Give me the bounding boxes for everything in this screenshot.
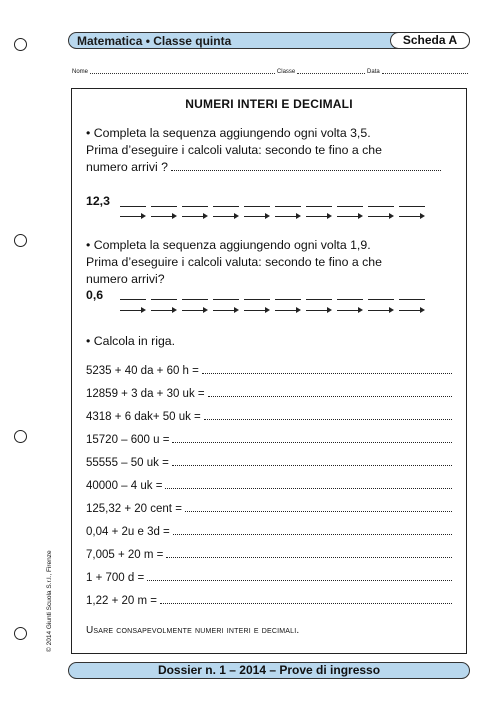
calc-row — [86, 503, 452, 515]
exercise2-start-value: 0,6 — [86, 288, 104, 302]
arrow-icon — [213, 213, 239, 219]
blank[interactable] — [182, 298, 208, 300]
arrow-icon — [120, 307, 146, 313]
calc-row — [86, 434, 452, 446]
calc-expression: 125,32 + 20 cent = — [86, 503, 182, 515]
calc-expression: 1,22 + 20 m = — [86, 595, 157, 607]
sheet-tab: Scheda A — [390, 32, 470, 49]
calc-expression: 40000 – 4 uk = — [86, 480, 163, 492]
arrow-icon — [244, 307, 270, 313]
arrow-icon — [244, 213, 270, 219]
blank[interactable] — [151, 205, 177, 207]
blank[interactable] — [244, 205, 270, 207]
arrow-icon — [368, 307, 394, 313]
arrow-icon — [368, 213, 394, 219]
calc-expression: 1 + 700 d = — [86, 572, 145, 584]
arrow-icon — [337, 213, 363, 219]
arrow-icon — [306, 213, 332, 219]
exercise2-prompt: Prima d’eseguire i calcoli valuta: secondo te fino a che — [86, 255, 382, 269]
blank[interactable] — [399, 298, 425, 300]
header-title: Matematica • Classe quinta — [77, 34, 232, 48]
blank[interactable] — [306, 205, 332, 207]
calc-answer-field[interactable] — [166, 557, 452, 558]
blank[interactable] — [213, 298, 239, 300]
calc-row — [86, 480, 452, 492]
class-field[interactable] — [297, 68, 365, 74]
calc-answer-field[interactable] — [165, 488, 452, 489]
exercise2-arrows — [120, 307, 425, 313]
calc-answer-field[interactable] — [147, 580, 452, 581]
name-field[interactable] — [90, 68, 275, 74]
calc-row — [86, 595, 452, 607]
calc-expression: 55555 – 50 uk = — [86, 457, 169, 469]
blank[interactable] — [337, 205, 363, 207]
name-label: Nome — [72, 69, 89, 75]
exercise2-blanks — [120, 298, 425, 300]
arrow-icon — [151, 307, 177, 313]
calc-answer-field[interactable] — [173, 534, 452, 535]
calc-row — [86, 388, 452, 400]
calc-row — [86, 365, 452, 377]
exercise1-estimate-field[interactable] — [171, 160, 441, 171]
calc-answer-field[interactable] — [172, 442, 452, 443]
exercise1-instruction: • Completa la sequenza aggiungendo ogni volta 3,5. — [86, 126, 371, 140]
exercise2-instruction: • Completa la sequenza aggiungendo ogni volta 1,9. — [86, 238, 371, 252]
arrow-icon — [399, 213, 425, 219]
blank[interactable] — [120, 205, 146, 207]
exercise1-prompt: Prima d’eseguire i calcoli valuta: secondo te fino a che — [86, 143, 382, 157]
binder-hole-3 — [14, 430, 27, 443]
arrow-icon — [151, 213, 177, 219]
exercise2-question: numero arrivi? — [86, 272, 165, 286]
student-info-row — [72, 68, 470, 75]
calc-row — [86, 526, 452, 538]
calc-row — [86, 457, 452, 469]
arrow-icon — [337, 307, 363, 313]
calc-answer-field[interactable] — [204, 419, 452, 420]
arrow-icon — [182, 307, 208, 313]
blank[interactable] — [120, 298, 146, 300]
calc-row — [86, 572, 452, 584]
binder-hole-2 — [14, 234, 27, 247]
blank[interactable] — [244, 298, 270, 300]
calc-expression: 4318 + 6 dak+ 50 uk = — [86, 411, 201, 423]
calc-answer-field[interactable] — [208, 396, 452, 397]
date-field[interactable] — [382, 68, 468, 74]
calc-expression: 5235 + 40 da + 60 h = — [86, 365, 199, 377]
arrow-icon — [275, 213, 301, 219]
blank[interactable] — [337, 298, 363, 300]
calc-answer-field[interactable] — [160, 603, 452, 604]
blank[interactable] — [151, 298, 177, 300]
calc-expression: 7,005 + 20 m = — [86, 549, 164, 561]
exercise3-title: • Calcola in riga. — [86, 334, 176, 348]
calc-answer-field[interactable] — [172, 465, 452, 466]
copyright-notice: © 2014 Giunti Scuola S.r.l., Firenze — [46, 550, 53, 652]
exercise1-start-value: 12,3 — [86, 194, 110, 208]
arrow-icon — [306, 307, 332, 313]
blank[interactable] — [213, 205, 239, 207]
blank[interactable] — [275, 298, 301, 300]
worksheet-box — [71, 88, 467, 654]
binder-hole-4 — [14, 627, 27, 640]
calc-expression: 12859 + 3 da + 30 uk = — [86, 388, 205, 400]
blank[interactable] — [368, 298, 394, 300]
arrow-icon — [399, 307, 425, 313]
calc-row — [86, 549, 452, 561]
footer-bar: Dossier n. 1 – 2014 – Prove di ingresso — [68, 662, 470, 679]
arrow-icon — [275, 307, 301, 313]
learning-objective: Usare consapevolmente numeri interi e decimali. — [86, 625, 300, 636]
blank[interactable] — [182, 205, 208, 207]
blank[interactable] — [399, 205, 425, 207]
exercise1-blanks — [120, 205, 425, 207]
blank[interactable] — [368, 205, 394, 207]
header-bar — [68, 32, 470, 49]
date-label: Data — [367, 69, 380, 75]
worksheet-heading: NUMERI INTERI E DECIMALI — [185, 97, 353, 111]
calc-expression: 0,04 + 2u e 3d = — [86, 526, 170, 538]
calc-row — [86, 411, 452, 423]
class-label: Classe — [276, 69, 296, 75]
calc-answer-field[interactable] — [202, 373, 452, 374]
exercise1-question-text: numero arrivi ? — [86, 160, 169, 174]
exercise1-question — [86, 159, 456, 176]
arrow-icon — [213, 307, 239, 313]
calc-expression: 15720 – 600 u = — [86, 434, 170, 446]
arrow-icon — [120, 213, 146, 219]
arrow-icon — [182, 213, 208, 219]
exercise1-arrows — [120, 213, 425, 219]
calc-answer-field[interactable] — [185, 511, 452, 512]
blank[interactable] — [306, 298, 332, 300]
binder-hole-1 — [14, 38, 27, 51]
blank[interactable] — [275, 205, 301, 207]
